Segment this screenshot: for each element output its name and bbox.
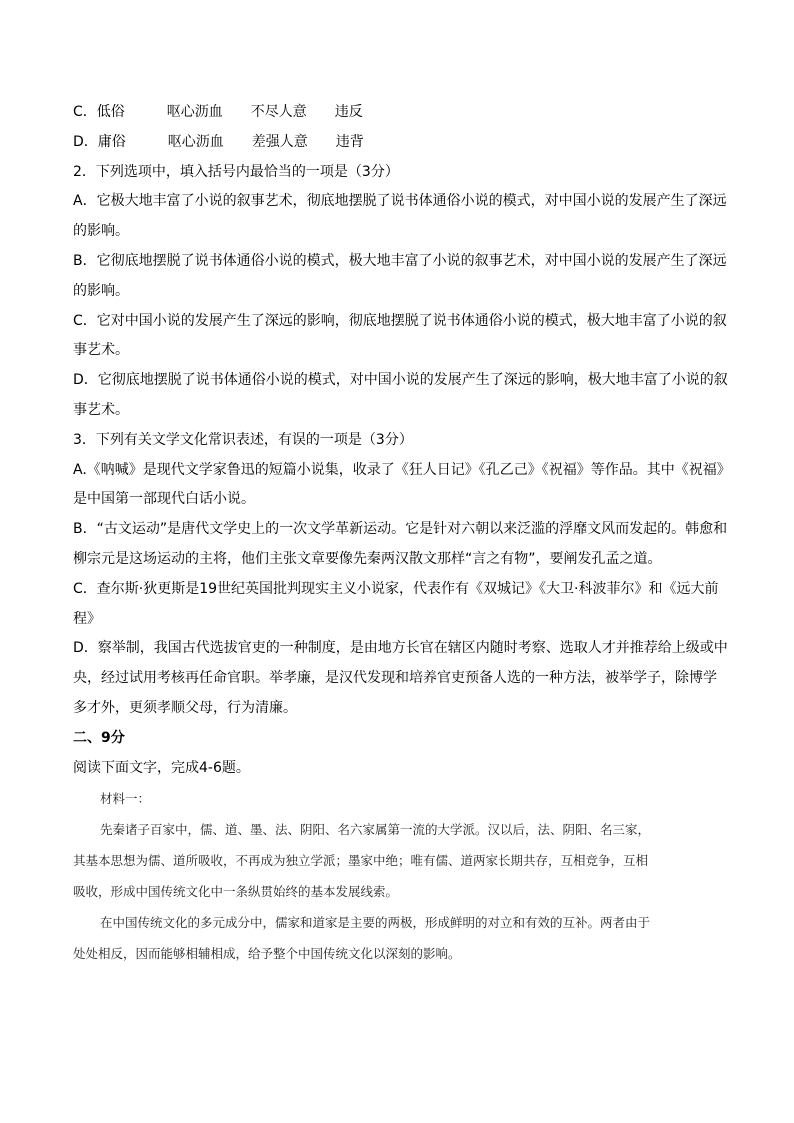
q2-option-a-line-2: 的影响。 bbox=[73, 223, 129, 240]
reading-material bbox=[73, 783, 723, 969]
option-word-2: 呕心沥血 bbox=[166, 104, 223, 120]
q1-option-c bbox=[73, 98, 723, 128]
q2-option-b-line-2: 的影响。 bbox=[73, 282, 129, 299]
q3-option-d-line-1: D．察举制，我国古代选拔官吏的一种制度，是由地方长官在辖区内随时考察、选取人才并推荐给上级或中 bbox=[73, 640, 728, 657]
material-p1-line-3: 吸收，形成中国传统文化中一条纵贯始终的基本发展线索。 bbox=[73, 884, 399, 900]
material-p1-line-1: 先秦诸子百家中，儒、道、墨、法、阴阳、名六家属第一流的大学派。汉以后，法、阴阳、名三家， bbox=[100, 822, 651, 838]
q2-option-b-line-1: B．它彻底地摆脱了说书体通俗小说的模式，极大地丰富了小说的叙事艺术，对中国小说的发展产生了深远 bbox=[73, 252, 727, 269]
option-word-4: 违反 bbox=[334, 104, 363, 120]
q2-option-c-line-2: 事艺术。 bbox=[73, 342, 129, 359]
q1-option-d bbox=[73, 128, 723, 158]
q3-option-a-line-2: 是中国第一部现代白话小说。 bbox=[73, 491, 255, 508]
q3-option-b-line-1: B．“古文运动”是唐代文学史上的一次文学革新运动。它是针对六朝以来泛滥的浮靡文风而发起的。韩愈和 bbox=[73, 521, 728, 538]
option-word-1: 庸俗 bbox=[97, 133, 126, 150]
q3-option-c-line-1: C．查尔斯·狄更斯是19世纪英国批判现实主义小说家，代表作有《双城记》《大卫·科波菲尔》和《远大前 bbox=[73, 580, 719, 597]
section-heading: 二、9分 bbox=[73, 729, 125, 746]
q2-option-a-line-1: A．它极大地丰富了小说的叙事艺术，彻底地摆脱了说书体通俗小说的模式，对中国小说的发展产生了深远 bbox=[73, 193, 727, 210]
material-label: 材料一： bbox=[100, 791, 151, 807]
option-word-1: 低俗 bbox=[96, 104, 125, 120]
option-word-2: 呕心沥血 bbox=[167, 133, 224, 150]
q3-option-d-line-2: 央，经过试用考核再任命官职。举孝廉，是汉代发现和培养官吏预备人选的一种方法，被举学子，除博学 bbox=[73, 670, 717, 687]
option-letter: D． bbox=[73, 133, 98, 150]
q3-option-c-line-2: 程》 bbox=[73, 610, 101, 627]
q3-stem: 3．下列有关文学文化常识表述，有误的一项是（3分） bbox=[73, 431, 413, 448]
q3-option-d-line-3: 多才外，更须孝顺父母，行为清廉。 bbox=[73, 699, 297, 716]
q3-option-a-line-1: A.《呐喊》是现代文学家鲁迅的短篇小说集，收录了《狂人日记》《孔乙己》《祝福》等作品。其中《祝福》 bbox=[73, 461, 731, 478]
option-word-3: 差强人意 bbox=[251, 133, 308, 150]
q2-option-d-line-1: D．它彻底地摆脱了说书体通俗小说的模式，对中国小说的发展产生了深远的影响，极大地丰富了小说的叙 bbox=[73, 372, 728, 389]
q3-option-b-line-2: 柳宗元是这场运动的主将，他们主张文章要像先秦两汉散文那样“言之有物”，要阐发孔孟之道。 bbox=[73, 550, 662, 567]
option-letter: C． bbox=[73, 104, 97, 120]
material-p2-line-2: 处处相反，因而能够相辅相成，给予整个中国传统文化以深刻的影响。 bbox=[73, 946, 461, 962]
section-instruction: 阅读下面文字，完成4-6题。 bbox=[73, 759, 250, 776]
q2-stem: 2．下列选项中，填入括号内最恰当的一项是（3分） bbox=[73, 163, 399, 180]
q2-option-d-line-2: 事艺术。 bbox=[73, 401, 129, 418]
q2-option-c-line-1: C．它对中国小说的发展产生了深远的影响，彻底地摆脱了说书体通俗小说的模式，极大地丰富了小说的叙 bbox=[73, 312, 727, 329]
option-word-3: 不尽人意 bbox=[250, 104, 307, 120]
material-p2-line-1: 在中国传统文化的多元成分中，儒家和道家是主要的两极，形成鲜明的对立和有效的互补。两者由于 bbox=[100, 915, 651, 931]
document-page bbox=[73, 98, 731, 969]
material-p1-line-2: 其基本思想为儒、道所吸收，不再成为独立学派；墨家中绝；唯有儒、道两家长期共存，互相竞争，互相 bbox=[73, 853, 649, 869]
option-word-4: 违背 bbox=[335, 133, 364, 150]
